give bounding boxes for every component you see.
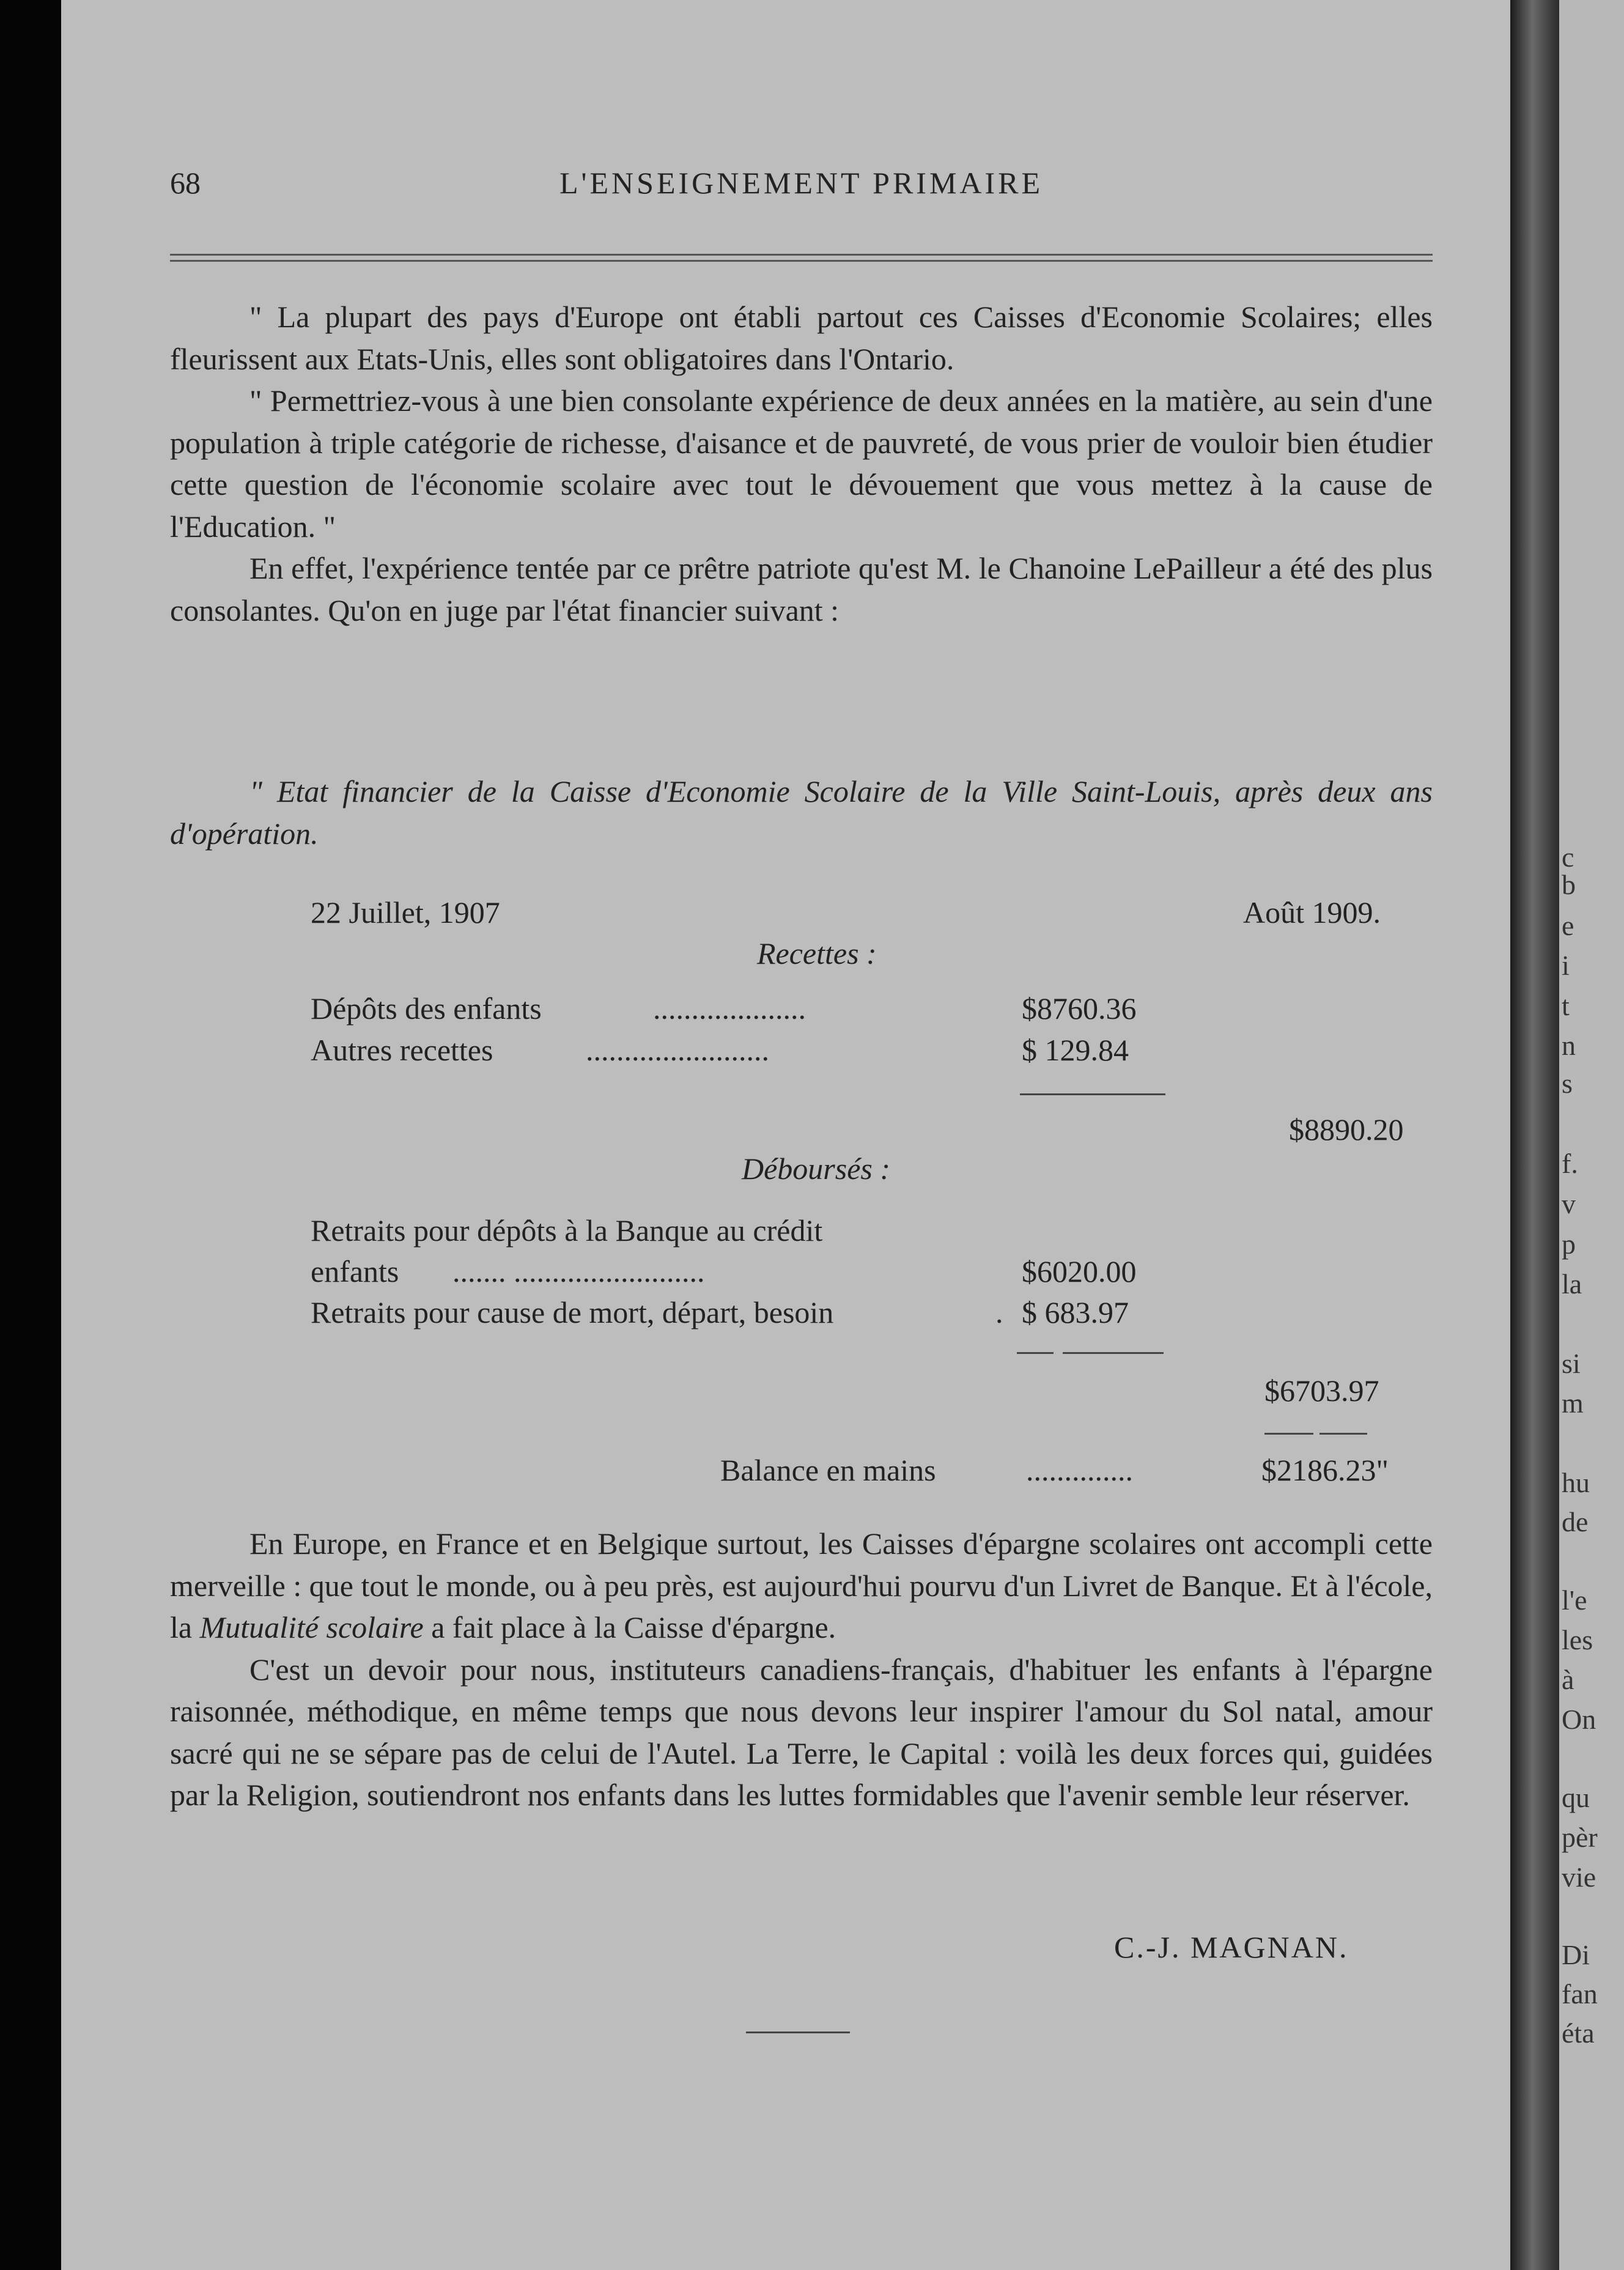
facing-page-fragment: les bbox=[1562, 1624, 1593, 1655]
disbursement-label: enfants bbox=[311, 1254, 399, 1288]
disbursement-label: Retraits pour cause de mort, départ, besoin bbox=[311, 1295, 834, 1329]
facing-page-fragment: hu bbox=[1562, 1467, 1590, 1498]
page-header bbox=[170, 165, 1433, 208]
disbursement-label: Retraits pour dépôts à la Banque au crédit bbox=[311, 1213, 823, 1248]
balance-rule-right bbox=[1320, 1433, 1367, 1435]
date-start: 22 Juillet, 1907 bbox=[311, 895, 500, 930]
facing-page-fragment: t bbox=[1562, 990, 1570, 1021]
balance-label: Balance en mains bbox=[720, 1453, 936, 1487]
receipt-label: Autres recettes bbox=[311, 1033, 493, 1067]
book-spine bbox=[1510, 0, 1559, 2270]
signature: C.-J. MAGNAN. bbox=[1114, 1930, 1349, 1964]
facing-page-fragment: On bbox=[1562, 1704, 1596, 1735]
paragraph-3: En effet, l'expérience tentée par ce prêtre patriote qu'est M. le Chanoine LePailleur a été des plus consolantes. Qu'on en juge par l'état financier suivant : bbox=[170, 551, 1433, 627]
facing-page-fragment: v bbox=[1562, 1188, 1576, 1219]
header-rule-bottom bbox=[170, 260, 1433, 262]
opening-text bbox=[170, 296, 1433, 631]
facing-page-fragment: éta bbox=[1562, 2017, 1595, 2049]
facing-page-fragment: n bbox=[1562, 1030, 1576, 1061]
facing-page-fragment: la bbox=[1562, 1268, 1582, 1300]
facing-page-fragment: e bbox=[1562, 910, 1574, 941]
facing-page-fragment: l'e bbox=[1562, 1584, 1587, 1616]
receipt-amount: $ 129.84 bbox=[1022, 1033, 1129, 1067]
receipts-total: $8890.20 bbox=[1289, 1112, 1404, 1147]
paragraph-1: " La plupart des pays d'Europe ont établi partout ces Caisses d'Economie Scolaires; elles fleurissent aux Etats-Unis, elles sont obligatoires dans l'Ontario. bbox=[170, 300, 1433, 376]
paragraph-4-end: a fait place à la Caisse d'épargne. bbox=[431, 1610, 836, 1644]
receipt-label: Dépôts des enfants bbox=[311, 991, 542, 1026]
facing-page-fragment: c bbox=[1562, 841, 1574, 873]
facing-page-fragment: de bbox=[1562, 1506, 1589, 1537]
balance-dots: .............. bbox=[1026, 1453, 1133, 1487]
facing-page-fragment: s bbox=[1562, 1068, 1573, 1099]
disbursement-dots: ....... ......................... bbox=[452, 1254, 705, 1288]
page-number: 68 bbox=[170, 166, 201, 200]
facing-page-fragment: Di bbox=[1562, 1939, 1590, 1970]
balance-rule-left bbox=[1264, 1433, 1313, 1435]
facing-page-fragment: m bbox=[1562, 1388, 1584, 1419]
left-margin-shadow bbox=[0, 0, 61, 2270]
disbursement-amount: $6020.00 bbox=[1022, 1254, 1137, 1288]
date-end: Août 1909. bbox=[1243, 895, 1381, 930]
disbursement-dots: . bbox=[995, 1295, 1003, 1329]
paragraph-2: " Permettriez-vous à une bien consolante expérience de deux années en la matière, au sein d'une population à triple catégorie de richesse, d'aisance et de pauvreté, de vous prier de vouloir bien étudier cette question de l'économie scolaire avec tout le dévouement que vous mettez à la cause de l'Education. " bbox=[170, 383, 1433, 544]
paragraph-4-italic: Mutualité scolaire bbox=[199, 1610, 424, 1644]
facing-page-fragment: b bbox=[1562, 869, 1576, 900]
paragraph-5: C'est un devoir pour nous, instituteurs canadiens-français, d'habituer les enfants à l'épargne raisonnée, méthodique, en même temps que nous devons leur inspirer l'amour du Sol natal, amour sacré qui ne se sépare pas de celui de l'Autel. La Terre, le Capital : voilà les deux forces qui, guidées par la Religion, soutiendront nos enfants dans les luttes formidables que l'avenir semble leur réserver. bbox=[170, 1652, 1433, 1812]
receipt-dots: ........................ bbox=[586, 1033, 769, 1067]
facing-page-fragment: i bbox=[1562, 950, 1570, 981]
running-head: L'ENSEIGNEMENT PRIMAIRE bbox=[559, 166, 1044, 200]
receipt-dots: .................... bbox=[653, 991, 806, 1026]
facing-page-fragment: vie bbox=[1562, 1861, 1596, 1893]
disbursements-sum-rule bbox=[1063, 1352, 1164, 1354]
statement-title: " Etat financier de la Caisse d'Economie Scolaire de la Ville Saint-Louis, après deux ans d'opération. bbox=[170, 774, 1433, 851]
statement-title-block bbox=[170, 771, 1433, 854]
closing-text bbox=[170, 1523, 1433, 1816]
disbursement-amount: $ 683.97 bbox=[1022, 1295, 1129, 1329]
facing-page-fragment: fan bbox=[1562, 1978, 1598, 2009]
facing-page-edge bbox=[1559, 0, 1624, 2270]
disbursements-sum-rule-short bbox=[1017, 1352, 1054, 1354]
facing-page-fragment: qu bbox=[1562, 1782, 1590, 1813]
facing-page-fragment: f. bbox=[1562, 1148, 1578, 1179]
paragraph-4-text: En Europe, en France et en Belgique surtout, les Caisses d'épargne scolaires ont accompli cette merveille : que tout le monde, ou à peu près, est aujourd'hui pourvu d'un Livret de Banque. Et à l'école, la bbox=[170, 1526, 1433, 1644]
receipts-heading: Recettes : bbox=[757, 936, 877, 970]
facing-page-fragment: si bbox=[1562, 1348, 1581, 1379]
facing-page-fragment: pèr bbox=[1562, 1822, 1598, 1853]
receipt-amount: $8760.36 bbox=[1022, 991, 1137, 1026]
end-rule bbox=[746, 2032, 850, 2033]
facing-page-fragment: à bbox=[1562, 1664, 1574, 1695]
header-rule-top bbox=[170, 254, 1433, 256]
disbursements-total: $6703.97 bbox=[1264, 1373, 1379, 1408]
facing-page-fragment: p bbox=[1562, 1229, 1576, 1260]
balance-amount: $2186.23" bbox=[1261, 1453, 1389, 1487]
receipts-sum-rule bbox=[1020, 1093, 1165, 1095]
disbursements-heading: Déboursés : bbox=[742, 1152, 891, 1186]
paragraph-4 bbox=[170, 1523, 1433, 1649]
